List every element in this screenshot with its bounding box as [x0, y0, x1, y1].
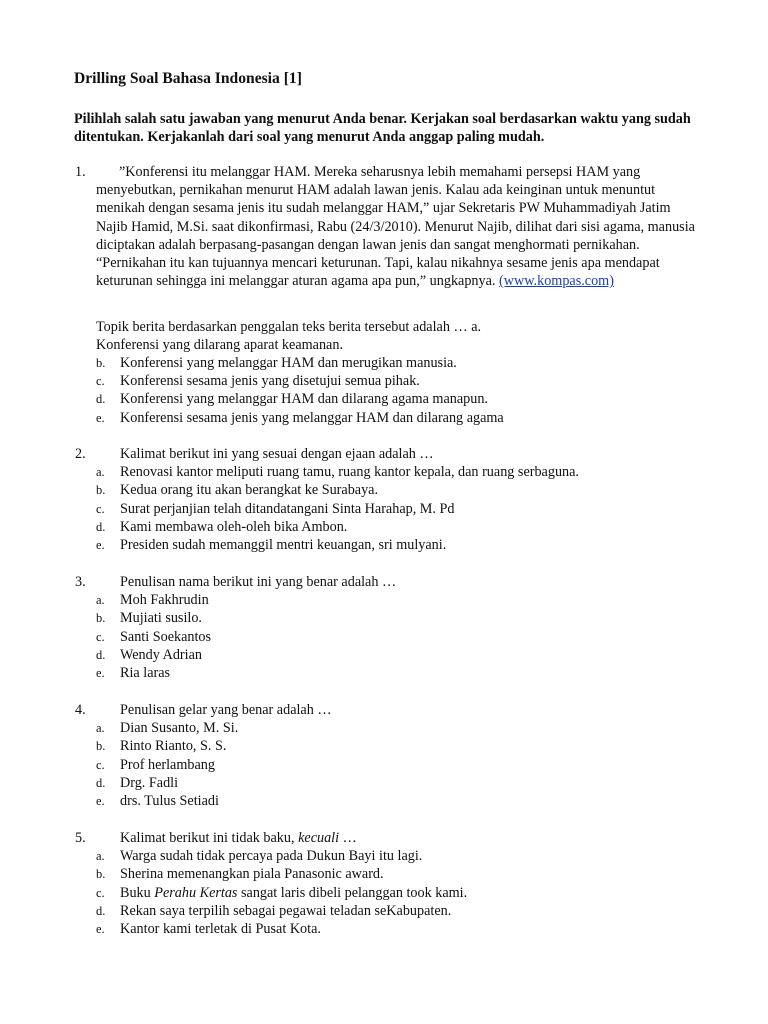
- question-row: [75, 445, 715, 463]
- option-row: [75, 609, 715, 627]
- option-row: [75, 518, 715, 536]
- option-row: [75, 646, 715, 664]
- option-row: [75, 920, 715, 938]
- option-text: Ria laras: [120, 664, 171, 681]
- option-text-before: Buku: [120, 884, 155, 901]
- option-text: Rinto Rianto, S. S.: [120, 738, 227, 755]
- option-text: drs. Tulus Setiadi: [120, 792, 219, 809]
- option-letter: a.: [96, 465, 105, 480]
- option-row: [75, 536, 715, 554]
- question-row: [75, 701, 715, 719]
- question-text: Kalimat berikut ini yang sesuai dengan ejaan adalah …: [120, 446, 434, 462]
- option-row: [75, 884, 715, 902]
- option-letter: d.: [96, 392, 106, 407]
- option-row: [75, 354, 715, 372]
- option-letter: e.: [96, 921, 105, 936]
- option-letter: c.: [96, 374, 105, 389]
- option-text: Konferensi yang melanggar HAM dan merugikan manusia.: [120, 355, 457, 371]
- option-text-after: sangat laris dibeli pelanggan took kami.: [237, 884, 468, 901]
- option-letter: e.: [96, 410, 105, 425]
- question-text-suffix: …: [339, 830, 357, 846]
- option-text: Konferensi sesama jenis yang disetujui semua pihak.: [120, 373, 420, 390]
- option-letter: b.: [96, 739, 106, 754]
- option-text: Kami membawa oleh-oleh bika Ambon.: [120, 518, 348, 535]
- option-text: Mujiati susilo.: [120, 610, 202, 627]
- option-letter: c.: [96, 885, 105, 900]
- option-text: Prof herlambang: [120, 756, 215, 773]
- option-row: [75, 664, 715, 682]
- option-row: [75, 737, 715, 755]
- question-1-passage-text: ”Konferensi itu melanggar HAM. Mereka seharusnya lebih memahami persepsi HAM yang menyebutkan, pernikahan menurut HAM adalah lawan jenis. Kalau ada keinginan untuk menuntut menikah dengan sesama jenis itu sudah melanggar HAM,” ujar Sekretaris PW Muhammadiyah Jatim Najib Hamid, M.Si. saat dikonfirmasi, Rabu (24/3/2010). Menurut Najib, dilihat dari sisi agama, manusia diciptakan adalah berpasang-pasangan dengan lawan jenis dan sangat menghormati pernikahan. “Pernikahan itu kan tujuannya mencari keturunan. Tapi, kalau nikahnya sesame jenis apa mendapat keturunan sehingga ini melanggar aturan agama apa pun,” ungkapnya.: [96, 164, 699, 290]
- option-row: [75, 500, 715, 518]
- question-row: [75, 573, 715, 591]
- option-text: Drg. Fadli: [120, 774, 179, 791]
- option-text: Moh Fakhrudin: [120, 592, 209, 609]
- option-text: Renovasi kantor meliputi ruang tamu, ruang kantor kepala, dan ruang serbaguna.: [120, 464, 579, 481]
- question-row: [75, 829, 715, 847]
- option-letter: c.: [96, 757, 105, 772]
- option-row: [75, 409, 715, 427]
- option-row: [75, 756, 715, 774]
- question-3: [75, 573, 715, 682]
- option-row: [75, 902, 715, 920]
- question-number: 4.: [75, 702, 86, 718]
- option-letter: d.: [96, 519, 106, 534]
- option-row: [75, 591, 715, 609]
- option-letter: b.: [96, 611, 106, 626]
- question-1-options: [75, 354, 715, 427]
- option-row: [75, 865, 715, 883]
- option-letter: c.: [96, 629, 105, 644]
- question-text: [120, 829, 357, 847]
- option-letter: d.: [96, 775, 106, 790]
- option-letter: d.: [96, 647, 106, 662]
- question-1-number: 1.: [75, 164, 86, 180]
- question-2: [75, 445, 715, 554]
- option-letter: d.: [96, 903, 106, 918]
- question-text-italic: kecuali: [298, 830, 340, 846]
- option-text: Kantor kami terletak di Pusat Kota.: [120, 920, 321, 937]
- option-row: [75, 774, 715, 792]
- question-text: Penulisan gelar yang benar adalah …: [120, 702, 332, 718]
- source-link[interactable]: (www.kompas.com): [499, 273, 614, 290]
- option-letter: e.: [96, 793, 105, 808]
- option-text: Santi Soekantos: [120, 628, 212, 645]
- option-letter: e.: [96, 665, 105, 680]
- option-row: [75, 719, 715, 737]
- option-row: [75, 847, 715, 865]
- option-text: Warga sudah tidak percaya pada Dukun Bayi itu lagi.: [120, 848, 423, 865]
- question-text: Penulisan nama berikut ini yang benar adalah …: [120, 574, 397, 590]
- option-letter: a.: [96, 593, 105, 608]
- question-5: [75, 829, 715, 938]
- option-letter: e.: [96, 537, 105, 552]
- option-letter: a.: [96, 849, 105, 864]
- option-text: Sherina memenangkan piala Panasonic award.: [120, 866, 384, 883]
- option-text: Dian Susanto, M. Si.: [120, 720, 239, 737]
- book-title-italic: Perahu Kertas: [154, 884, 238, 901]
- option-letter: b.: [96, 356, 106, 370]
- question-number: 2.: [75, 446, 86, 462]
- option-letter: a.: [96, 721, 105, 736]
- question-1-prompt: Topik berita berdasarkan penggalan teks berita tersebut adalah … a.: [96, 319, 482, 335]
- question-4: [75, 701, 715, 810]
- document-title: Drilling Soal Bahasa Indonesia [1]: [74, 70, 302, 87]
- option-row: [75, 390, 715, 408]
- option-row: [75, 792, 715, 810]
- option-text: Konferensi sesama jenis yang melanggar HAM dan dilarang agama: [120, 409, 504, 426]
- option-row: [75, 372, 715, 390]
- option-row: [75, 628, 715, 646]
- question-text-prefix: Kalimat berikut ini tidak baku,: [120, 830, 299, 846]
- option-text: [120, 884, 467, 902]
- instructions: Pilihlah salah satu jawaban yang menurut Anda benar. Kerjakan soal berdasarkan waktu yang sudah ditentukan. Kerjakanlah dari soal yang menurut Anda anggap paling mudah.: [74, 111, 691, 146]
- option-row: [75, 463, 715, 481]
- question-number: 5.: [75, 830, 86, 846]
- question-1-passage: [96, 163, 704, 290]
- option-text: Presiden sudah memanggil mentri keuangan, sri mulyani.: [120, 536, 447, 553]
- option-letter: c.: [96, 501, 105, 516]
- question-1-option-a: Konferensi yang dilarang aparat keamanan.: [96, 337, 343, 353]
- option-text: Konferensi yang melanggar HAM dan dilarang agama manapun.: [120, 391, 488, 408]
- option-letter: b.: [96, 867, 106, 882]
- option-text: Kedua orang itu akan berangkat ke Surabaya.: [120, 482, 379, 499]
- option-row: [75, 481, 715, 499]
- question-number: 3.: [75, 574, 86, 590]
- option-text: Surat perjanjian telah ditandatangani Sinta Harahap, M. Pd: [120, 500, 455, 517]
- option-letter: b.: [96, 483, 106, 498]
- option-text: Rekan saya terpilih sebagai pegawai teladan seKabupaten.: [120, 902, 452, 919]
- option-text: Wendy Adrian: [120, 646, 202, 663]
